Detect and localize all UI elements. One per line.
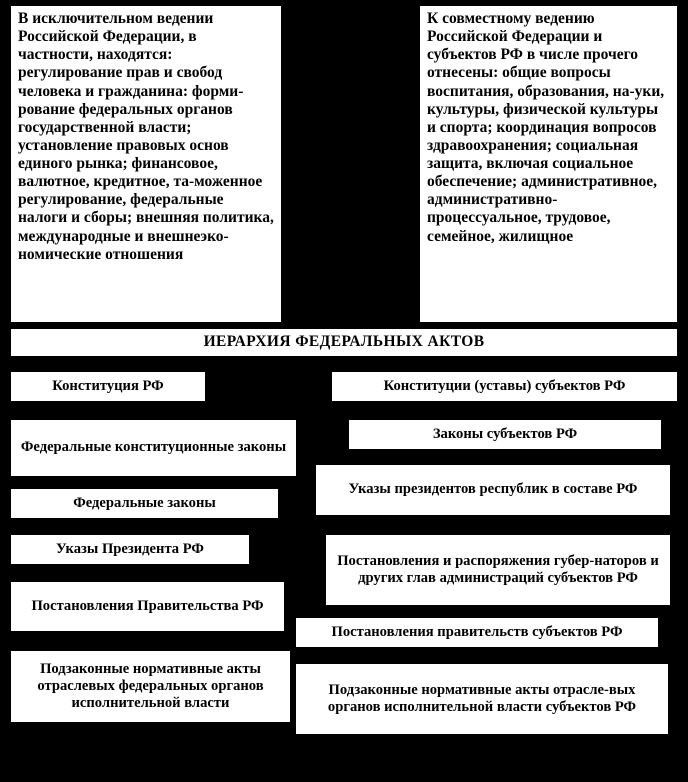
federal-level-6-label: Подзаконные нормативные акты отраслевых федеральных органов исполнительной власти <box>37 660 264 712</box>
hierarchy-banner-label: ИЕРАРХИЯ ФЕДЕРАЛЬНЫХ АКТОВ <box>203 333 485 351</box>
federal-level-2-label: Федеральные конституционные законы <box>20 439 287 456</box>
regional-level-3 <box>315 464 671 516</box>
exclusive-jurisdiction-panel <box>10 5 282 323</box>
regional-level-6 <box>295 663 669 735</box>
federal-level-3-label: Федеральные законы <box>73 494 216 511</box>
regional-level-4 <box>325 534 671 606</box>
federal-level-2 <box>10 419 297 477</box>
federal-level-3 <box>10 488 279 519</box>
federal-level-4-label: Указы Президента РФ <box>56 540 204 557</box>
regional-level-5 <box>295 617 659 648</box>
regional-level-4-label: Постановления и распоряжения губер-наторов и других глав администраций субъектов РФ <box>337 552 659 586</box>
federal-level-4 <box>10 534 250 565</box>
regional-level-5-label: Постановления правительств субъектов РФ <box>331 623 623 640</box>
regional-level-6-label: Подзаконные нормативные акты отрасле-вых органов исполнительной власти субъектов РФ <box>327 681 637 715</box>
regional-level-1-label: Конституции (уставы) субъектов РФ <box>383 377 626 394</box>
regional-level-2 <box>348 419 662 450</box>
regional-level-3-label: Указы президентов республик в составе РФ <box>348 481 638 498</box>
federal-level-1 <box>10 371 206 402</box>
joint-jurisdiction-panel <box>419 5 678 323</box>
exclusive-jurisdiction-text: В исключительном ведении Российской Федерации, в частности, находятся: регулирование прав и свобод человека и гражданина: форми-рование федеральных органов государственной власти; установление правовых основ единого рынка; финансовое, валютное, кредитное, та-моженное регулирование, федеральные налоги и сборы; внешняя политика, международные и внешнеэко-номические отношения <box>18 10 278 263</box>
regional-level-2-label: Законы субъектов РФ <box>432 425 578 442</box>
federal-level-1-label: Конституция РФ <box>52 377 164 394</box>
joint-jurisdiction-text: К совместному ведению Российской Федерации и субъектов РФ в числе прочего отнесены: общие вопросы воспитания, образования, на-уки, культуры, физической культуры и спорта; координация вопросов здравоохранения; социальная защита, включая социальное обеспечение; административное, административно-процессуальное, трудовое, семейное, жилищное <box>427 10 668 245</box>
hierarchy-banner <box>10 328 678 357</box>
federal-level-5 <box>10 581 285 632</box>
regional-level-1 <box>331 371 678 402</box>
federal-level-6 <box>10 650 291 723</box>
federal-level-5-label: Постановления Правительства РФ <box>31 597 264 614</box>
